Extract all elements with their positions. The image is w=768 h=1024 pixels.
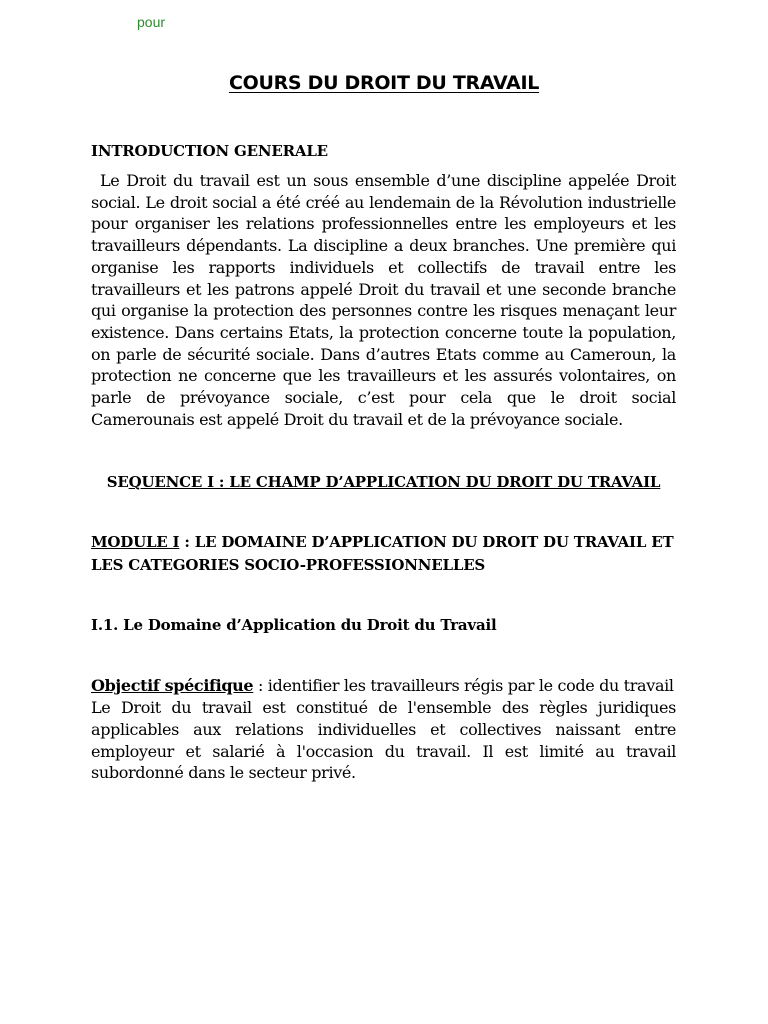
objectif-text: : identifier les travailleurs régis par le code du travail (253, 676, 674, 696)
introduction-heading: INTRODUCTION GENERALE (91, 142, 328, 160)
module-label: MODULE I (91, 533, 180, 552)
module-title: : LE DOMAINE D’APPLICATION DU DROIT DU TRAVAIL ET LES CATEGORIES SOCIO-PROFESSIONNELLES (91, 533, 674, 575)
subsection-heading: I.1. Le Domaine d’Application du Droit du Travail (91, 616, 497, 635)
definition-paragraph: Le Droit du travail est constitué de l'ensemble des règles juridiques applicables aux relations individuelles et collectives naissant entre employeur et salarié à l'occasion du travail. Il est limité au travail subordonné dans le secteur privé. (91, 698, 676, 783)
sequence-title: QUENCE I : LE CHAMP D’APPLICATION DU DROIT DU TRAVAIL (128, 473, 661, 492)
document-title: COURS DU DROIT DU TRAVAIL (228, 72, 540, 94)
document-content (91, 140, 676, 784)
sequence-prefix: SE (106, 473, 129, 492)
objectif-line (91, 675, 676, 697)
introduction-paragraph: Le Droit du travail est un sous ensemble d’une discipline appelée Droit social. Le droit social a été créé au lendemain de la Révolution industrielle pour organiser les relations professionnelles entre les employeurs et les travailleurs dépendants. La discipline a deux branches. Une première qui organise les rapports individuels et collectifs de travail entre les travailleurs et les patrons appelé Droit du travail et une seconde branche qui organise la protection des personnes contre les risques menaçant leur existence. Dans certains Etats, la protection concerne toute la population, on parle de sécurité sociale. Dans d’autres Etats comme au Cameroun, la protection ne concerne que les travailleurs et les assurés volontaires, on parle de prévoyance sociale, c’est pour cela que le droit social Camerounais est appelé Droit du travail et de la prévoyance sociale. (91, 171, 676, 429)
objectif-label: Objectif spécifique (91, 676, 254, 696)
module-heading (91, 531, 676, 577)
header-tag: pour (137, 14, 166, 30)
sequence-heading (91, 471, 676, 493)
